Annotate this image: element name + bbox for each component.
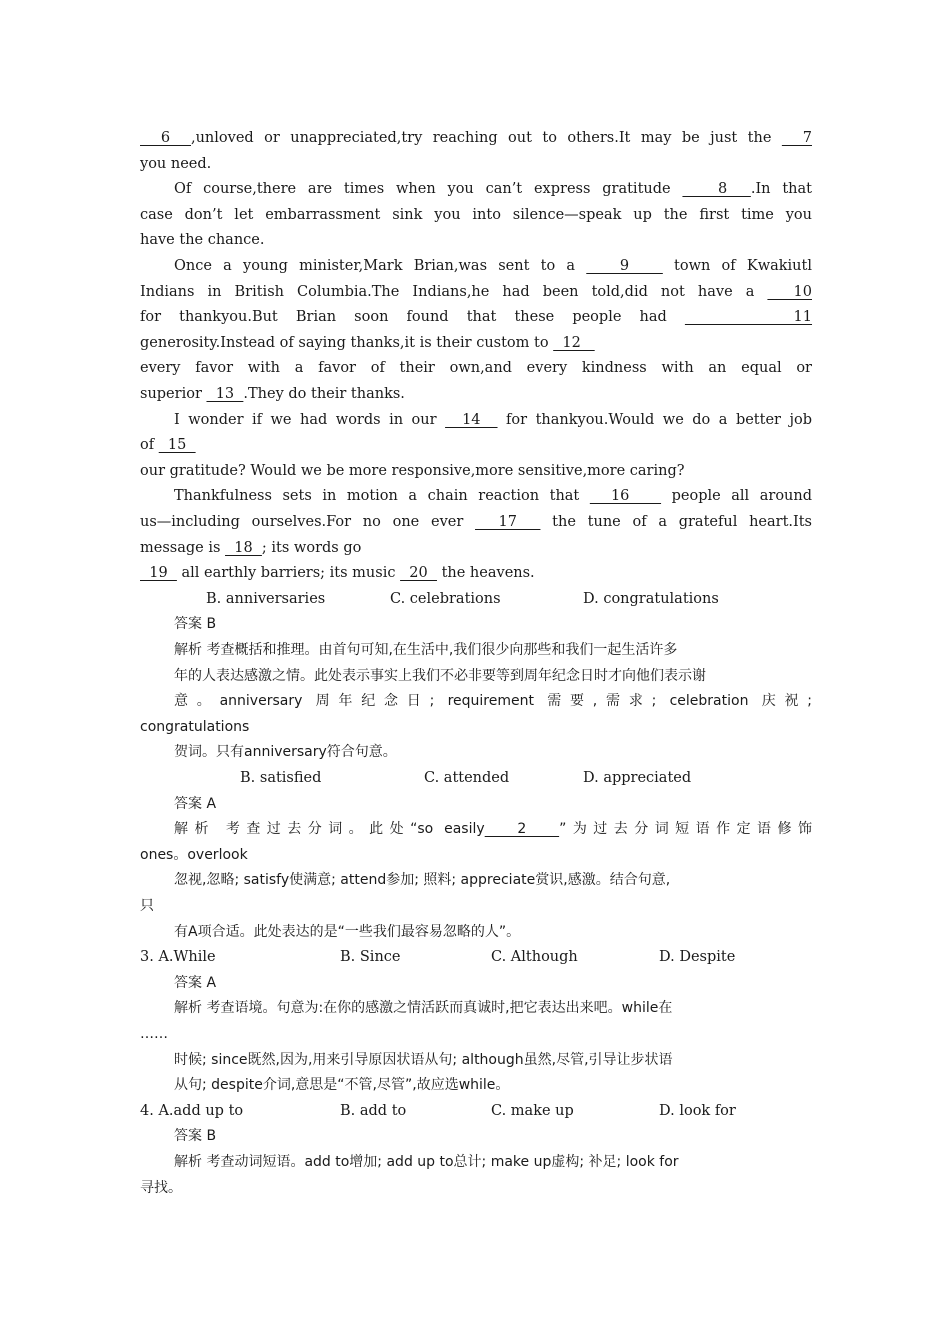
q1-answer: 答案 B bbox=[174, 616, 217, 633]
q4-options bbox=[140, 1099, 812, 1125]
blank-9: 9 bbox=[586, 258, 663, 274]
q4-answer: 答案 B bbox=[174, 1128, 217, 1145]
q1-option-b: B. anniversaries bbox=[206, 590, 326, 607]
q3-option-a: 3. A.While bbox=[140, 949, 216, 966]
passage-line-12: I wonder if we had words in our 14 for thankyou.Would we do a better job bbox=[174, 411, 812, 428]
q2-option-c: C. attended bbox=[424, 770, 510, 786]
passage-line-6: Once a young minister,Mark Brian,was sent to a 9 town of Kwakiutl bbox=[174, 258, 812, 274]
q2-option-d: D. appreciated bbox=[583, 770, 692, 786]
q4-analysis-line-2: 寻找。 bbox=[140, 1179, 182, 1196]
q4-option-c: C. make up bbox=[491, 1102, 574, 1119]
passage-line-13: of 15 bbox=[140, 437, 196, 454]
passage-line-4: case don’t let embarrassment sink you into silence—speak up the first time you bbox=[140, 206, 812, 223]
blank-12: 12 bbox=[553, 334, 595, 351]
q3-options bbox=[140, 945, 812, 971]
blank-17: 17 bbox=[475, 514, 541, 530]
passage-line-1: 6 ,unloved or unappreciated,try reaching out to others.It may be just the 7 bbox=[140, 130, 812, 146]
blank-2: 2 bbox=[484, 821, 560, 838]
passage-line-8: for thankyou.But Brian soon found that these people had 11 bbox=[140, 309, 813, 326]
passage-line-11: superior 13 .They do their thanks. bbox=[140, 386, 405, 402]
blank-10: 10 bbox=[767, 283, 812, 300]
q4-option-a: 4. A.add up to bbox=[140, 1102, 244, 1119]
passage-line-9: generosity.Instead of saying thanks,it is their custom to 12 bbox=[140, 334, 595, 351]
q2-option-b: B. satisfied bbox=[240, 770, 322, 786]
q2-analysis-line-3: 忽视,忽略; satisfy使满意; attend参加; 照料; appreciate赏识,感激。结合句意, bbox=[174, 872, 671, 889]
q2-analysis-line-1: 解析 考查过去分词。此处“so easily 2 ”为过去分词短语作定语修饰 bbox=[174, 821, 812, 838]
passage-line-18: 19 all earthly barriers; its music 20 the heavens. bbox=[140, 565, 535, 582]
q3-option-d: D. Despite bbox=[659, 949, 736, 966]
blank-7: 7 bbox=[781, 130, 812, 146]
q4-option-b: B. add to bbox=[340, 1102, 407, 1119]
passage-line-3: Of course,there are times when you can’t express gratitude 8 .In that bbox=[174, 181, 812, 198]
passage-line-15: Thankfulness sets in motion a chain reaction that 16 people all around bbox=[174, 488, 813, 505]
passage-line-5: have the chance. bbox=[140, 232, 265, 249]
q3-option-c: C. Although bbox=[491, 949, 578, 966]
q2-analysis-line-4: 只 bbox=[140, 898, 154, 914]
q3-answer: 答案 A bbox=[174, 974, 217, 991]
passage-line-2: you need. bbox=[140, 155, 212, 172]
passage-line-16: us—including ourselves.For no one ever 17 the tune of a grateful heart.Its bbox=[140, 514, 812, 530]
blank-18: 18 bbox=[225, 539, 262, 556]
blank-15: 15 bbox=[158, 437, 196, 454]
q4-option-d: D. look for bbox=[659, 1102, 736, 1119]
blank-13: 13 bbox=[206, 386, 244, 402]
blank-20: 20 bbox=[400, 565, 437, 582]
q2-analysis-line-5: 有A项合适。此处表达的是“一些我们最容易忽略的人”。 bbox=[174, 923, 521, 940]
q1-options bbox=[140, 587, 812, 613]
q1-analysis-line-2: 年的人表达感激之情。此处表示事实上我们不必非要等到周年纪念日时才向他们表示谢 bbox=[174, 667, 706, 684]
passage-line-7: Indians in British Columbia.The Indians,he had been told,did not have a 10 bbox=[140, 283, 812, 300]
q1-analysis-line-4: congratulations bbox=[140, 718, 250, 735]
q1-analysis-line-5: 贺词。只有anniversary符合句意。 bbox=[174, 744, 397, 761]
blank-8: 8 bbox=[682, 181, 751, 198]
q2-options bbox=[140, 766, 812, 792]
q3-option-b: B. Since bbox=[340, 949, 401, 966]
passage-line-10: every favor with a favor of their own,and every kindness with an equal or bbox=[140, 360, 812, 377]
passage-line-14: our gratitude? Would we be more responsive,more sensitive,more caring? bbox=[140, 462, 685, 479]
q3-analysis-line-4: 从句; despite介词,意思是“不管,尽管”,故应选while。 bbox=[174, 1077, 510, 1094]
q2-answer: 答案 A bbox=[174, 795, 217, 812]
blank-11: 11 bbox=[684, 309, 813, 326]
q3-analysis-line-1: 解析 考查语境。句意为:在你的感激之情活跃而真诚时,把它表达出来吧。while在 bbox=[174, 1000, 673, 1017]
q1-option-c: C. celebrations bbox=[390, 590, 501, 607]
q1-analysis-line-1: 解析 考查概括和推理。由首句可知,在生活中,我们很少向那些和我们一起生活许多 bbox=[174, 642, 678, 658]
q1-option-d: D. congratulations bbox=[583, 590, 719, 607]
q3-analysis-line-2: …… bbox=[140, 1026, 168, 1042]
blank-14: 14 bbox=[445, 411, 498, 428]
passage-line-17: message is 18 ; its words go bbox=[140, 539, 362, 556]
q1-analysis-line-3: 意。anniversary 周年纪念日; requirement 需要,需求; celebration 庆祝; bbox=[174, 693, 812, 710]
blank-16: 16 bbox=[589, 488, 662, 505]
blank-6: 6 bbox=[140, 130, 191, 146]
q4-analysis-line-1: 解析 考查动词短语。add to增加; add up to总计; make up虚构; 补足; look for bbox=[174, 1154, 679, 1170]
blank-19: 19 bbox=[140, 565, 177, 582]
q2-analysis-line-2: ones。overlook bbox=[140, 846, 248, 863]
q3-analysis-line-3: 时候; since既然,因为,用来引导原因状语从句; although虽然,尽管,引导让步状语 bbox=[174, 1051, 673, 1068]
